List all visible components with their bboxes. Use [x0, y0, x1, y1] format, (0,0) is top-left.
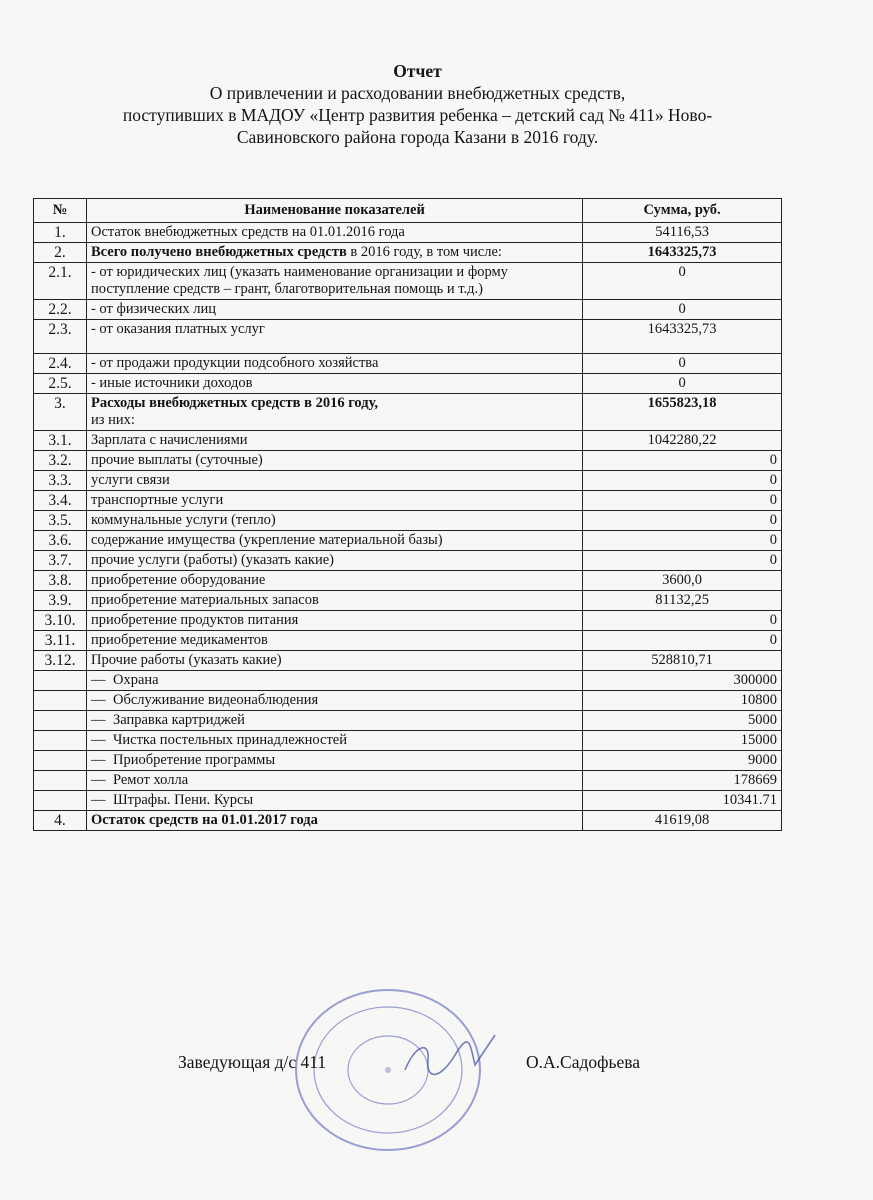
row-label-text: Чистка постельных принадлежностей — [112, 732, 347, 748]
row-label: - от юридических лиц (указать наименование организации и форму поступление средств – грант, благотворительная помощь и т.д.) — [86, 263, 582, 300]
row-amount: 5000 — [583, 711, 782, 731]
report-subtitle-line-3: Савиновского района города Казани в 2016 году. — [236, 127, 599, 147]
row-amount: 15000 — [583, 731, 782, 751]
table-row — [34, 491, 782, 511]
row-number: 3.9. — [34, 591, 87, 611]
report-title: Отчет — [393, 61, 442, 81]
row-label: прочие услуги (работы) (указать какие) — [86, 551, 582, 571]
table-row — [34, 451, 782, 471]
row-label — [86, 751, 582, 771]
row-amount: 0 — [583, 471, 782, 491]
row-label — [86, 791, 582, 811]
row-amount: 0 — [583, 491, 782, 511]
table-row — [34, 354, 782, 374]
row-amount: 54116,53 — [583, 223, 782, 243]
row-label: - иные источники доходов — [86, 374, 582, 394]
row-label: Зарплата с начислениями — [86, 431, 582, 451]
row-amount: 0 — [583, 263, 782, 300]
row-number: 3.8. — [34, 571, 87, 591]
table-row — [34, 791, 782, 811]
row-label: содержание имущества (укрепление материальной базы) — [86, 531, 582, 551]
signatory-role: Заведующая д/с 411 — [178, 1052, 327, 1072]
table-row — [34, 551, 782, 571]
row-number: 1. — [34, 223, 87, 243]
col-header-sum: Сумма, руб. — [583, 199, 782, 223]
row-number-empty — [34, 711, 87, 731]
row-label-text: Ремот холла — [112, 772, 189, 788]
row-amount: 1655823,18 — [583, 394, 782, 431]
row-amount: 0 — [583, 511, 782, 531]
row-amount: 528810,71 — [583, 651, 782, 671]
table-row — [34, 651, 782, 671]
row-number-empty — [34, 731, 87, 751]
row-number-empty — [34, 751, 87, 771]
row-amount: 0 — [583, 531, 782, 551]
row-number: 3.1. — [34, 431, 87, 451]
row-amount: 300000 — [583, 671, 782, 691]
row-number: 2.3. — [34, 320, 87, 354]
dash-bullet: — — [90, 672, 106, 688]
row-label — [86, 731, 582, 751]
row-label: услуги связи — [86, 471, 582, 491]
row-number: 3.12. — [34, 651, 87, 671]
col-header-num: № — [34, 199, 87, 223]
row-label: приобретение медикаментов — [86, 631, 582, 651]
row-label — [86, 671, 582, 691]
table-row — [34, 731, 782, 751]
table-row — [34, 711, 782, 731]
row-label — [86, 711, 582, 731]
report-table — [33, 198, 782, 831]
dash-bullet: — — [90, 692, 106, 708]
row-label: - от физических лиц — [86, 300, 582, 320]
table-row — [34, 571, 782, 591]
table-row — [34, 511, 782, 531]
table-row — [34, 394, 782, 431]
row-amount: 10341.71 — [583, 791, 782, 811]
table-row — [34, 631, 782, 651]
row-number: 4. — [34, 811, 87, 831]
row-label: - от оказания платных услуг — [86, 320, 582, 354]
row-amount: 0 — [583, 300, 782, 320]
row-label-text: Обслуживание видеонаблюдения — [112, 692, 319, 708]
table-row — [34, 751, 782, 771]
row-label-rest: в 2016 году, в том числе: — [346, 244, 502, 260]
dash-bullet: — — [90, 712, 106, 728]
report-subtitle-line-1: О привлечении и расходовании внебюджетных средств, — [209, 83, 626, 103]
row-label: - от продажи продукции подсобного хозяйства — [86, 354, 582, 374]
row-number: 3.6. — [34, 531, 87, 551]
row-label-text: Охрана — [112, 672, 159, 688]
row-amount: 1643325,73 — [583, 320, 782, 354]
table-row — [34, 471, 782, 491]
table-row — [34, 531, 782, 551]
row-number: 3. — [34, 394, 87, 431]
table-row — [34, 374, 782, 394]
table-header-row — [34, 199, 782, 223]
row-amount: 10800 — [583, 691, 782, 711]
row-label-text: Штрафы. Пени. Курсы — [112, 792, 254, 808]
row-label-rest: из них: — [90, 412, 135, 428]
row-number: 2. — [34, 243, 87, 263]
dash-bullet: — — [90, 732, 106, 748]
row-label-bold: Расходы внебюджетных средств в 2016 году, — [90, 395, 379, 411]
report-subtitle-line-2: поступивших в МАДОУ «Центр развития ребенка – детский сад № 411» Ново- — [122, 105, 713, 125]
row-label: коммунальные услуги (тепло) — [86, 511, 582, 531]
table-row — [34, 811, 782, 831]
row-label: Прочие работы (указать какие) — [86, 651, 582, 671]
row-label: Остаток внебюджетных средств на 01.01.2016 года — [86, 223, 582, 243]
dash-bullet: — — [90, 772, 106, 788]
row-label: Остаток средств на 01.01.2017 года — [86, 811, 582, 831]
row-number: 2.4. — [34, 354, 87, 374]
row-amount: 1643325,73 — [583, 243, 782, 263]
row-number-empty — [34, 691, 87, 711]
row-number-empty — [34, 671, 87, 691]
row-number: 3.5. — [34, 511, 87, 531]
table-row — [34, 243, 782, 263]
row-number: 3.11. — [34, 631, 87, 651]
table-row — [34, 263, 782, 300]
handwritten-signature — [400, 1030, 500, 1090]
row-amount: 1042280,22 — [583, 431, 782, 451]
row-label — [86, 243, 582, 263]
row-amount: 9000 — [583, 751, 782, 771]
table-row — [34, 691, 782, 711]
row-number-empty — [34, 791, 87, 811]
col-header-name: Наименование показателей — [86, 199, 582, 223]
row-amount: 81132,25 — [583, 591, 782, 611]
row-amount: 0 — [583, 631, 782, 651]
row-amount: 0 — [583, 611, 782, 631]
row-label — [86, 771, 582, 791]
row-amount: 0 — [583, 451, 782, 471]
row-amount: 3600,0 — [583, 571, 782, 591]
row-number: 2.1. — [34, 263, 87, 300]
row-label: приобретение оборудование — [86, 571, 582, 591]
row-number: 3.2. — [34, 451, 87, 471]
row-number: 3.7. — [34, 551, 87, 571]
row-number: 3.10. — [34, 611, 87, 631]
row-amount: 178669 — [583, 771, 782, 791]
row-label — [86, 394, 582, 431]
dash-bullet: — — [90, 752, 106, 768]
row-number: 3.3. — [34, 471, 87, 491]
row-label-text: Приобретение программы — [112, 752, 276, 768]
row-label — [86, 691, 582, 711]
row-amount: 41619,08 — [583, 811, 782, 831]
table-row — [34, 300, 782, 320]
table-row — [34, 591, 782, 611]
row-label: приобретение материальных запасов — [86, 591, 582, 611]
row-label: приобретение продуктов питания — [86, 611, 582, 631]
row-number-empty — [34, 771, 87, 791]
row-label: транспортные услуги — [86, 491, 582, 511]
table-row — [34, 771, 782, 791]
row-label-bold: Всего получено внебюджетных средств — [90, 244, 347, 260]
report-header — [60, 60, 775, 148]
row-number: 2.5. — [34, 374, 87, 394]
table-row — [34, 320, 782, 354]
dash-bullet: — — [90, 792, 106, 808]
table-row — [34, 223, 782, 243]
row-amount: 0 — [583, 551, 782, 571]
table-row — [34, 671, 782, 691]
table-row — [34, 431, 782, 451]
row-amount: 0 — [583, 354, 782, 374]
row-amount: 0 — [583, 374, 782, 394]
row-label: прочие выплаты (суточные) — [86, 451, 582, 471]
signatory-name: О.А.Садофьева — [526, 1052, 641, 1072]
row-number: 3.4. — [34, 491, 87, 511]
row-number: 2.2. — [34, 300, 87, 320]
row-label-text: Заправка картриджей — [112, 712, 245, 728]
table-row — [34, 611, 782, 631]
